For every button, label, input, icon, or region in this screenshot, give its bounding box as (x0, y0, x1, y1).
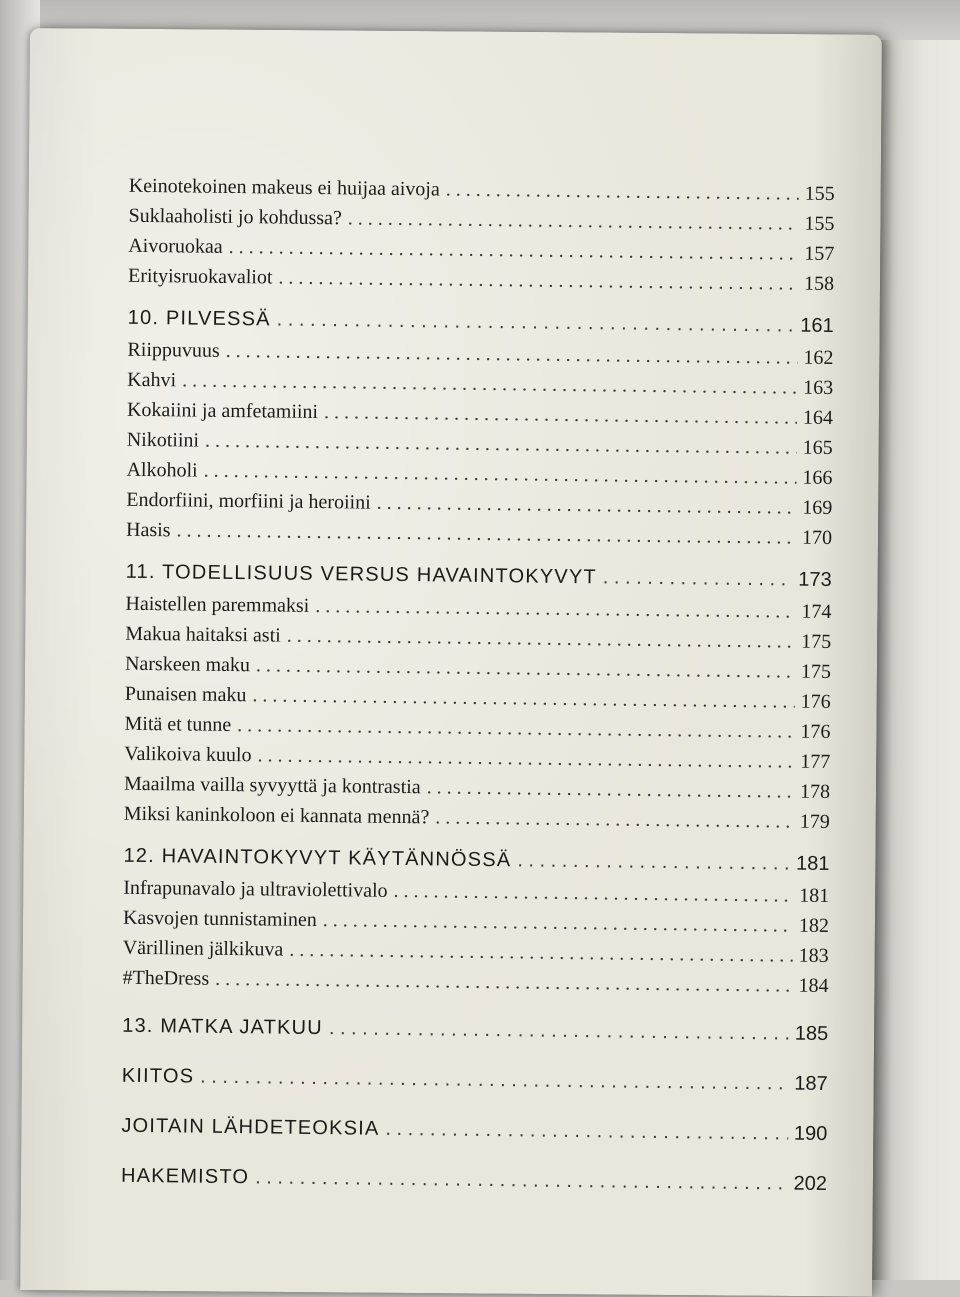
toc-entry: Miksi kaninkoloon ei kannata mennä? . . . 179 (124, 803, 830, 841)
toc-entry: Infrapunavalo ja ultraviolettivalo . . . 181 (123, 877, 829, 915)
dot-leader (257, 744, 794, 773)
toc-entry: Suklaaholisti jo kohdussa? . . . 155 (128, 205, 834, 243)
toc-entry: Nikotiini . . . 165 (127, 429, 833, 467)
toc-entry: Riippuvuus . . . 162 (127, 339, 833, 377)
toc-entry: Erityisruokavaliot . . . 158 (128, 265, 834, 303)
dot-leader (278, 267, 798, 296)
dot-leader (315, 595, 795, 624)
toc-chapter-13: 13. MATKA JATKUU . . . 185 (122, 1015, 828, 1055)
toc-entry: Narskeen maku . . . 175 (125, 653, 831, 691)
dot-leader (377, 492, 797, 520)
dot-leader (603, 566, 793, 591)
toc-entry: Makua haitaksi asti . . . 175 (125, 623, 831, 661)
dot-leader (348, 207, 799, 235)
dot-leader (200, 1066, 788, 1096)
dot-leader (256, 654, 795, 683)
dot-leader (517, 849, 790, 875)
toc-chapter-11: 11. TODELLISUUS VERSUS HAVAINTOKYVYT . . . 173 (126, 561, 832, 601)
toc-kiitos: KIITOS . . . 187 (122, 1065, 828, 1105)
dot-leader (435, 806, 794, 833)
dot-leader (255, 1166, 788, 1195)
toc-entry: Aivoruokaa . . . 157 (128, 235, 834, 273)
toc-hakemisto: HAKEMISTO . . . 202 (121, 1165, 827, 1205)
toc-entry: Mitä et tunne . . . 176 (124, 713, 830, 751)
toc-entry: Punaisen maku . . . 176 (125, 683, 831, 721)
toc-entry: Värillinen jälkikuva . . . 183 (123, 937, 829, 975)
book-page (20, 28, 882, 1297)
toc-entry: Valikoiva kuulo . . . 177 (124, 743, 830, 781)
dot-leader (329, 1017, 789, 1045)
dot-leader (287, 625, 796, 654)
toc-entry: Kasvojen tunnistaminen . . . 182 (123, 907, 829, 945)
dot-leader (324, 401, 797, 430)
toc-chapter-10: 10. PILVESSÄ . . . 161 (128, 307, 834, 347)
table-of-contents (121, 175, 835, 1203)
dot-leader (323, 909, 793, 937)
dot-leader (393, 880, 793, 908)
toc-entry: Haistellen paremmaksi . . . 174 (125, 593, 831, 631)
toc-entry: Alkoholi . . . 166 (126, 459, 832, 497)
dot-leader (385, 1118, 788, 1146)
toc-entry: Endorfiini, morfiini ja heroiini . . . 169 (126, 489, 832, 527)
toc-entry: Kahvi . . . 163 (127, 369, 833, 407)
toc-chapter-12: 12. HAVAINTOKYVYT KÄYTÄNNÖSSÄ . . . 181 (123, 845, 829, 885)
dot-leader (446, 178, 799, 205)
toc-entry: Maailma vailla syvyyttä ja kontrastia . . . 178 (124, 773, 830, 811)
toc-entry: Keinotekoinen makeus ei huijaa aivoja . . . 155 (129, 175, 835, 213)
dot-leader (252, 684, 795, 713)
dot-leader (277, 309, 795, 338)
dot-leader (289, 939, 793, 968)
toc-lahdeteoksia: JOITAIN LÄHDETEOKSIA . . . 190 (121, 1115, 827, 1155)
toc-entry: #TheDress . . . 184 (122, 967, 828, 1005)
dot-leader (427, 776, 795, 803)
toc-entry: Kokaiini ja amfetamiini . . . 164 (127, 399, 833, 437)
next-page-edge (870, 40, 960, 1280)
toc-entry: Hasis . . . 170 (126, 519, 832, 557)
